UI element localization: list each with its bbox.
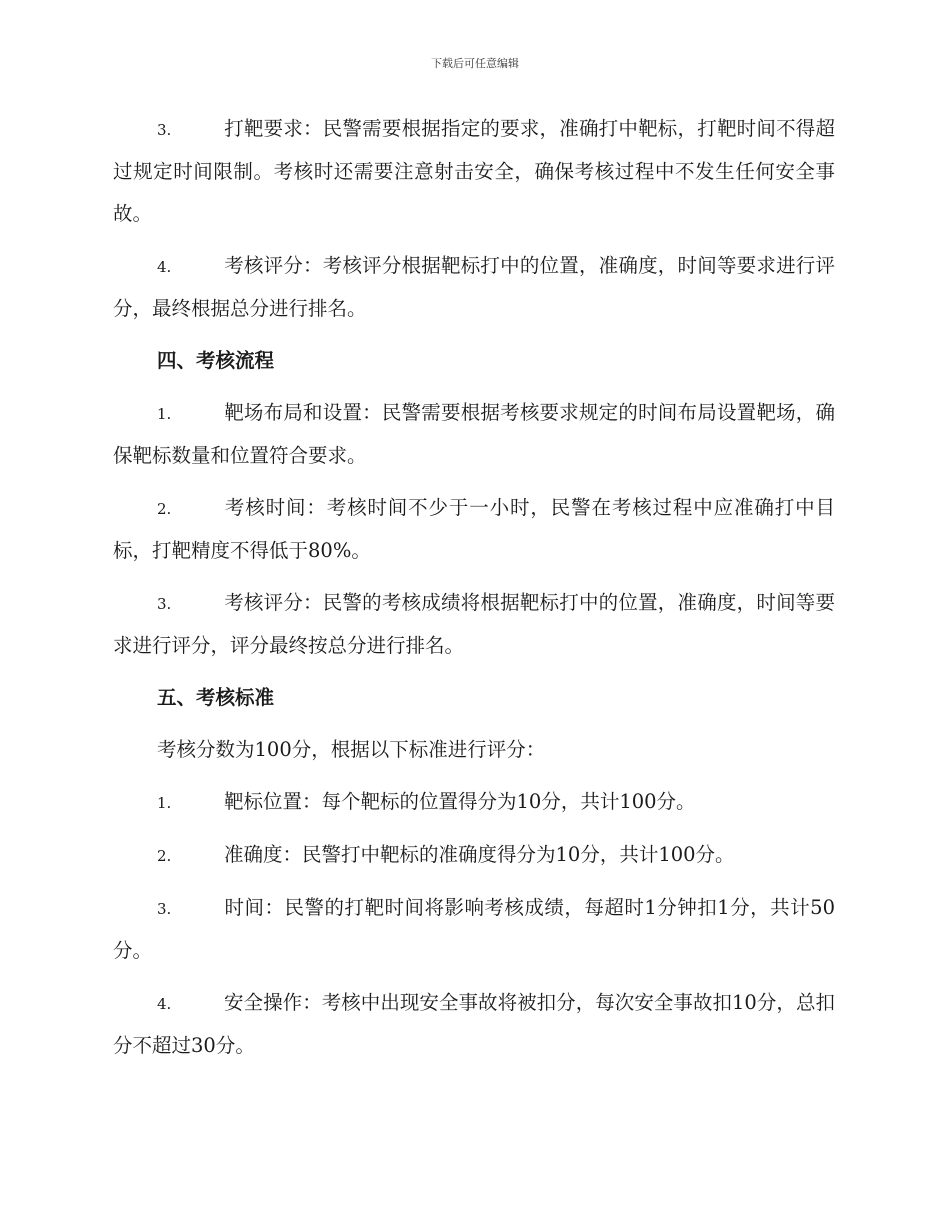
section-heading: 四、考核流程: [157, 349, 275, 372]
item-text: 安全操作：考核中出现安全事故将被扣分，每次安全事故扣10分，总扣分不超过30分。: [113, 991, 835, 1057]
item-text: 靶标位置：每个靶标的位置得分为10分，共计100分。: [224, 790, 696, 813]
item-text: 时间：民警的打靶时间将影响考核成绩，每超时1分钟扣1分，共计50分。: [113, 896, 835, 962]
list-item: [113, 487, 835, 572]
item-number: 1.: [157, 794, 172, 812]
list-item: [113, 108, 835, 235]
paragraph: 考核分数为100分，根据以下标准进行评分：: [157, 738, 546, 761]
item-text: 考核评分：民警的考核成绩将根据靶标打中的位置，准确度，时间等要求进行评分，评分最终按总分进行排名。: [113, 591, 835, 657]
item-text: 靶场布局和设置：民警需要根据考核要求规定的时间布局设置靶场，确保靶标数量和位置符合要求。: [113, 401, 835, 467]
item-text: 打靶要求：民警需要根据指定的要求，准确打中靶标，打靶时间不得超过规定时间限制。考核时还需要注意射击安全，确保考核过程中不发生任何安全事故。: [113, 117, 835, 225]
item-number: 2.: [157, 847, 172, 865]
list-item: [113, 392, 835, 477]
list-item: [113, 582, 835, 667]
document-body: [113, 108, 835, 1077]
list-item: [113, 834, 835, 877]
page-header: 下载后可任意编辑: [431, 57, 519, 70]
item-number: 3.: [157, 121, 172, 139]
item-number: 2.: [157, 500, 172, 518]
list-item: [113, 887, 835, 972]
item-number: 1.: [157, 405, 172, 423]
item-number: 3.: [157, 900, 172, 918]
list-item: [113, 245, 835, 330]
item-text: 准确度：民警打中靶标的准确度得分为10分，共计100分。: [224, 843, 735, 866]
section-heading: 五、考核标准: [157, 686, 275, 709]
item-number: 3.: [157, 595, 172, 613]
item-number: 4.: [157, 258, 172, 276]
item-number: 4.: [157, 995, 172, 1013]
item-text: 考核评分：考核评分根据靶标打中的位置，准确度，时间等要求进行评分，最终根据总分进行排名。: [113, 254, 835, 320]
list-item: [113, 982, 835, 1067]
item-text: 考核时间：考核时间不少于一小时，民警在考核过程中应准确打中目标，打靶精度不得低于80%。: [113, 496, 835, 562]
list-item: [113, 781, 835, 824]
